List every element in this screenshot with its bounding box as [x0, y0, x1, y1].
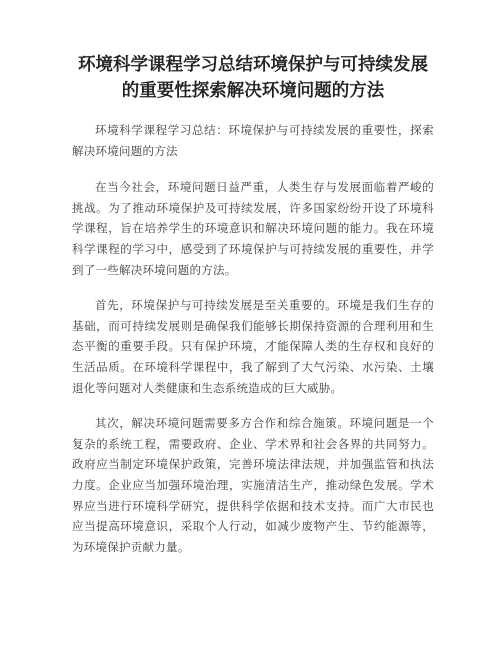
document-title: 环境科学课程学习总结环境保护与可持续发展的重要性探索解决环境问题的方法: [78, 55, 428, 101]
intro-paragraph: 环境科学课程学习总结：环境保护与可持续发展的重要性，探索解决环境问题的方法: [72, 123, 434, 158]
paragraph-context: 在当今社会，环境问题日益严重，人类生存与发展面临着严峻的挑战。为了推动环境保护及可持续发展，许多国家纷纷开设了环境科学课程，旨在培养学生的环境意识和解决环境问题的能力。我在环境科学课程的学习中，感受到了环境保护与可持续发展的重要性，并学到了一些解决环境问题的方法。: [72, 180, 434, 277]
paragraph-cooperation: 其次，解决环境问题需要多方合作和综合施策。环境问题是一个复杂的系统工程，需要政府、企业、学术界和社会各界的共同努力。政府应当制定环境保护政策，完善环境法律法规，并加强监管和执法力度。企业应当加强环境治理，实施清洁生产，推动绿色发展。学术界应当进行环境科学研究，提供科学依据和技术支持。而广大市民也应当提高环境意识，采取个人行动，如减少废物产生、节约能源等，为环境保护贡献力量。: [72, 416, 434, 554]
paragraph-importance: 首先，环境保护与可持续发展是至关重要的。环境是我们生存的基础，而可持续发展则是确保我们能够长期保持资源的合理利用和生态平衡的重要手段。只有保护环境，才能保障人类的生存权和良好的生活品质。在环境科学课程中，我了解到了大气污染、水污染、土壤退化等问题对人类健康和生态系统造成的巨大威胁。: [72, 298, 434, 395]
